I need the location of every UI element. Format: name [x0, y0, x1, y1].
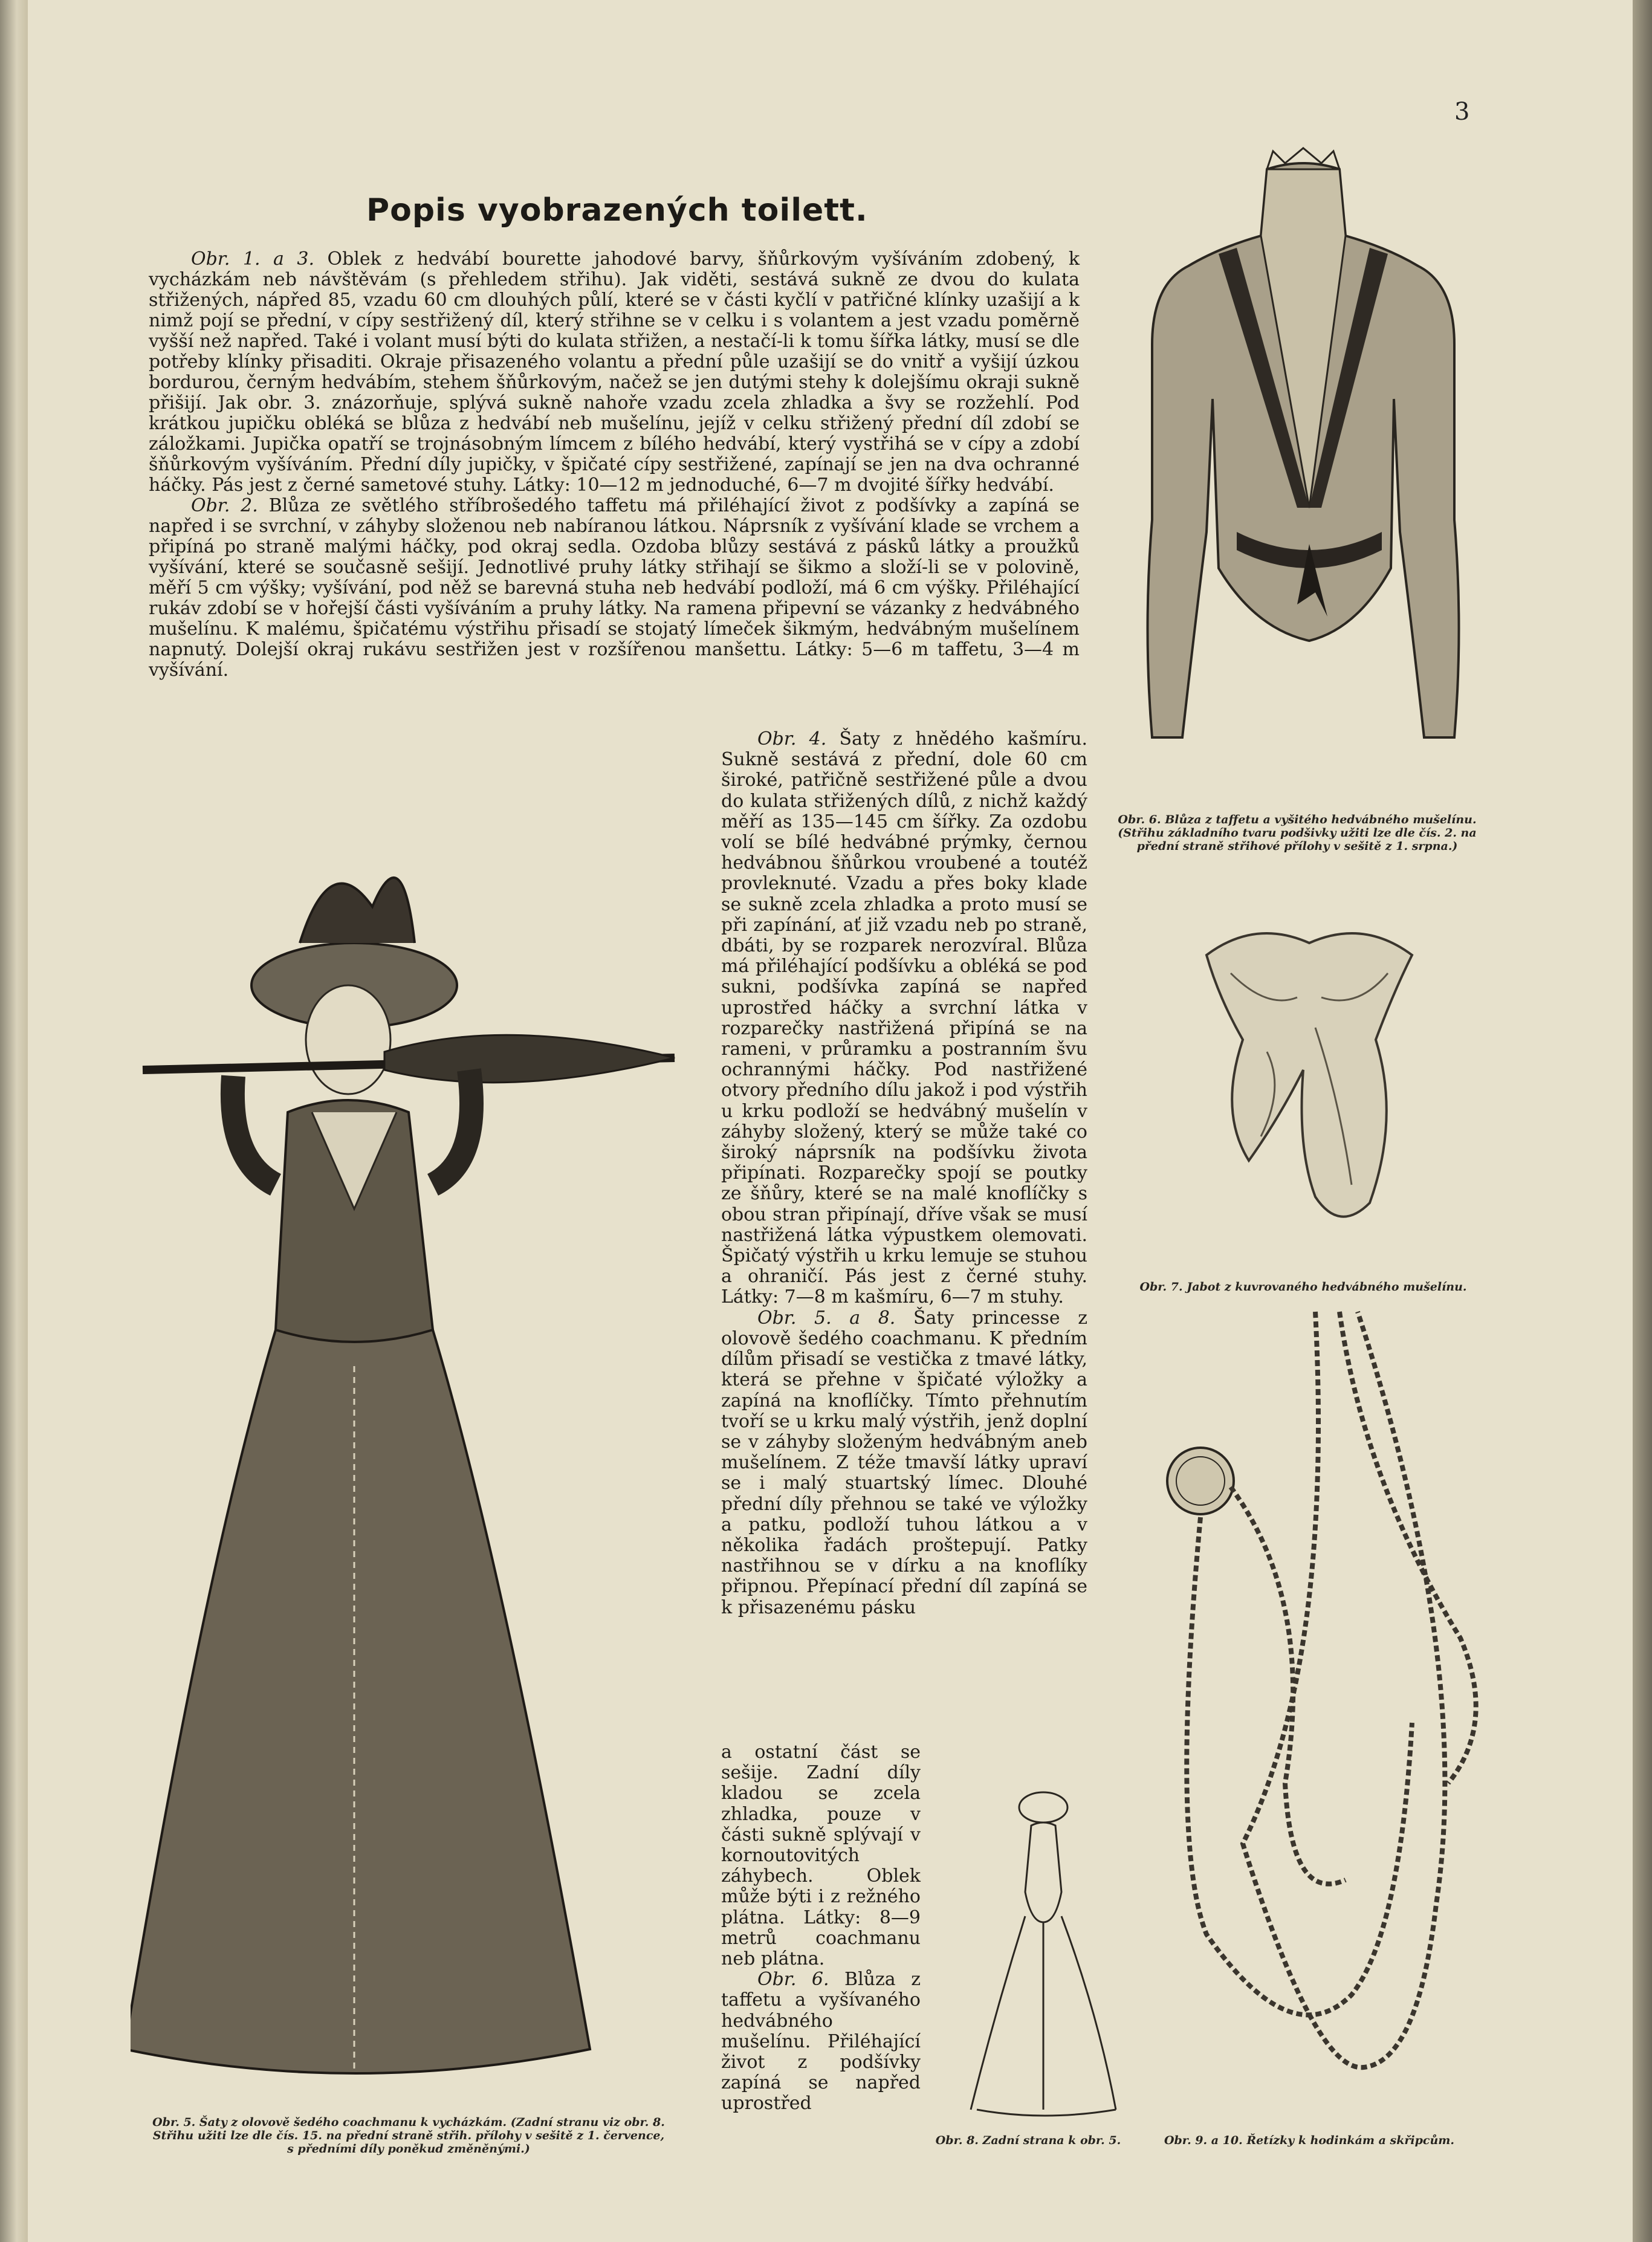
figure-chains-illustration — [1134, 1300, 1497, 2085]
paragraph-obr-1-3: Obr. 1. a 3. Oblek z hedvábí bourette jahodové barvy, šňůrkovým vyšíváním zdobený, k vycházkám neb návštěvám (s přehledem střihu). Jak viděti, sestává sukně ze dvou do kulata střižených, nápřed 85, vzadu 60 cm dlouhých půlí, které se v části kyčlí v patřičné klínky uzašijí a k nimž pojí se přední, v cípy sestřižený díl, který střihne se v celku i s volantem a jest vzadu poměrně vyšší než napřed. Také i volant musí býti do kulata střižen, a nestačí-li k tomu šířka látky, musí se dle potřeby klínky přisaditi. Okraje přisazeného volantu a přední půle uzašijí se do vnitř a vyšijí úzkou bordurou, černým hedvábím, stehem šňůrkovým, načež se jen dutými stehy k dolejšímu okraji sukně přišijí. Jak obr. 3. znázorňuje, splývá sukně nahoře vzadu zcela zhladka a švy se rozžehlí. Pod krátkou jupičku obléká se blůza z hedvábí neb mušelínu, jejíž v celku střižený přední díl zdobí se záložkami. Jupička opatří se trojnásobným límcem z bílého hedvábí, který vystřihá se v cípy a zdobí šňůrkovým vyšíváním. Přední díly jupičky, v špičaté cípy sestřižené, zapínají se jen na dva ochranné háčky. Pás jest z černé sametové stuhy. Látky: 10—12 m jednoduché, 6—7 m dvojité šířky hedvábí. — [149, 248, 1080, 496]
princess-dress-drawing — [131, 786, 711, 2104]
article-text-narrow — [721, 1742, 921, 2114]
chains-drawing — [1134, 1300, 1497, 2085]
article-text-column — [721, 729, 1087, 1618]
figure-jabot-illustration — [1194, 919, 1424, 1239]
paragraph-obr-2: Obr. 2. Blůza ze světlého stříbrošedého taffetu má přiléhající život z podšívky a zapíná se napřed i se svrchní, v záhyby složenou neb nabíranou látkou. Náprsník z vyšívání klade se vrchem a připíná po straně malými háčky, pod okraj sedla. Ozdoba blůzy sestává z pásků látky a proužků vyšívání, které se současně sešijí. Jednotlivé pruhy látky střihají se šikmo a složí-li se v polovině, měří 5 cm výšky; vyšívání, pod něž se barevná stuha neb hedvábí podloží, má 6 cm výšky. Přiléhající rukáv zdobí se v hořejší části vyšíváním a pruhy látky. Na ramena připevní se vázanky z hedvábného mušelínu. K malému, špičatému výstřihu přisadí se stojatý límeček šikmým, hedvábným mušelínem napnutý. Dolejší okraj rukávu sestřižen jest v rozšířenou manšettu. Látky: 5—6 m taffetu, 3—4 m vyšívání. — [149, 495, 1080, 681]
figure-princess-dress-illustration — [131, 786, 711, 2104]
back-view-drawing — [947, 1783, 1128, 2122]
caption-fig5: Obr. 5. Šaty z olovově šedého coachmanu k vycházkám. (Zadní stranu viz obr. 8. Střihu užiti lze dle čís. 15. na přední straně střih. přílohy v sešitě z 1. července, s předními díly poněkud změněnými.) — [152, 2116, 665, 2156]
page-edge-shadow — [1633, 0, 1652, 2242]
page-number: 3 — [1454, 98, 1470, 126]
figure-reference: Obr. 2. — [191, 495, 258, 516]
caption-fig7: Obr. 7. Jabot z kuvrovaného hedvábného mušelínu. — [1139, 1280, 1467, 1294]
book-binding-shadow — [0, 0, 28, 2242]
figure-reference: Obr. 1. a 3. — [191, 248, 314, 270]
blouse-drawing — [1116, 145, 1491, 780]
paragraph-continuation: a ostatní část se sešije. Zadní díly kladou se zcela zhladka, pouze v části sukně splývají v kornoutovitých záhybech. Oblek může býti i z režného plátna. Látky: 8—9 metrů coachmanu neb plátna. — [721, 1741, 921, 1970]
figure-reference: Obr. 5. a 8. — [757, 1307, 896, 1329]
figure-reference: Obr. 4. — [757, 728, 827, 750]
figure-blouse-illustration — [1116, 145, 1491, 780]
paragraph-obr-5-8: Obr. 5. a 8. Šaty princesse z olovově šedého coachmanu. K předním dílům přisadí se vestička z tmavé látky, která se přehne v špičaté výložky a zapíná na knoflíčky. Tímto přehnutím tvoří se u krku malý výstřih, jenž doplní se v záhyby složeným hedvábným aneb mušelínem. Z téže tmavší látky upraví se i malý stuartský límec. Dlouhé přední díly přehnou se také ve výložky a patku, podloží tuhou látkou a v několika řadách proštepují. Patky nastřihnou se v dírku a na knoflíky připnou. Přepínací přední díl zapíná se k přisazenému pásku — [721, 1307, 1088, 1618]
page-sheet — [28, 0, 1633, 2242]
article-text-top — [149, 249, 1080, 681]
jabot-drawing — [1194, 919, 1424, 1239]
paragraph-obr-6: Obr. 6. Blůza z taffetu a vyšívaného hedvábného mušelínu. Přiléhající život z podšívky zapíná se napřed uprostřed — [721, 1969, 921, 2114]
paragraph-obr-4: Obr. 4. Šaty z hnědého kašmíru. Sukně sestává z přední, dole 60 cm široké, patřičně sestřižené půle a dvou do kulata střižených dílů, z nichž každý měří as 135—145 cm šířky. Za ozdobu volí se bílé hedvábné prýmky, černou hedvábnou šňůrkou vroubené a toutéž provleknuté. Vzadu a přes boky klade se sukně zcela zhladka a proto musí se při zapínání, ať již vzadu neb po straně, dbáti, by se rozparek nerozvíral. Blůza má přiléhající podšívku a obléká se pod sukni, podšívka zapíná se napřed uprostřed háčky a svrchní látka v rozparečky nastřižená připíná se na rameni, v průramku a postranním švu ochrannými háčky. Pod nastřižené otvory předního dílu jakož i pod výstřih u krku podloží se hedvábný mušelín v záhyby složený, který se může také co široký náprsník na podšívku života připínati. Rozparečky spojí se poutky ze šňůry, které se na malé knoflíčky s obou stran připínají, dříve však se musí nastřižená látka výpustkem olemovati. Špičatý výstřih u krku lemuje se stuhou a ohraničí. Pás jest z černé stuhy. Látky: 7—8 m kašmíru, 6—7 m stuhy. — [721, 728, 1087, 1308]
caption-fig8: Obr. 8. Zadní strana k obr. 5. — [935, 2134, 1121, 2147]
caption-fig9-10: Obr. 9. a 10. Řetízky k hodinkám a skřipcům. — [1164, 2134, 1455, 2147]
figure-back-view-illustration — [947, 1783, 1128, 2122]
page-title: Popis vyobrazených toilett. — [366, 192, 868, 228]
caption-fig6: Obr. 6. Blůza z taffetu a vyšitého hedvábného mušelínu. (Střihu základního tvaru podšivky užiti lze dle čís. 2. na přední straně střihové přílohy v sešitě z 1. srpna.) — [1118, 813, 1477, 853]
figure-reference: Obr. 6. — [757, 1969, 829, 1991]
